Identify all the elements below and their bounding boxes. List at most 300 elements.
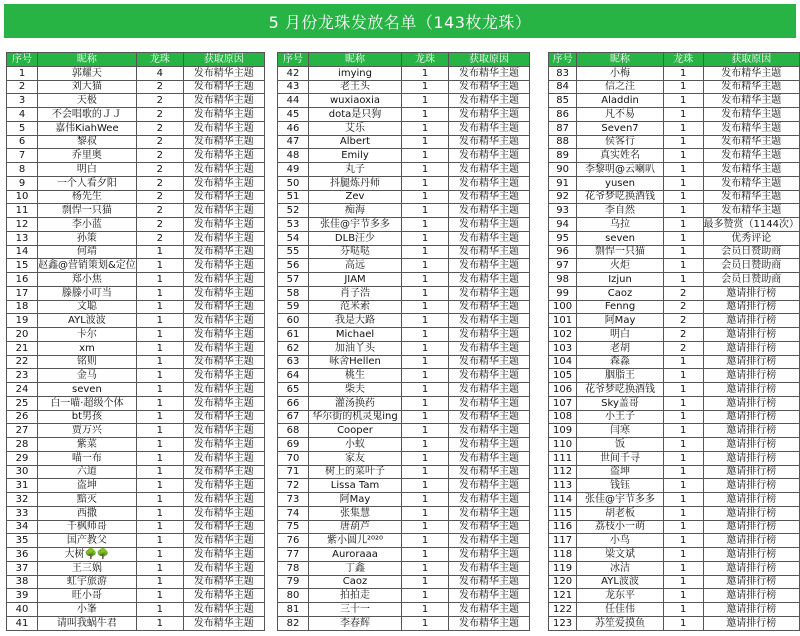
cell-count: 1: [663, 273, 703, 287]
cell-index: 120: [549, 575, 577, 589]
cell-nickname: 刘大猫: [38, 80, 137, 94]
cell-index: 106: [549, 383, 577, 397]
cell-index: 108: [549, 410, 577, 424]
cell-count: 1: [663, 465, 703, 479]
cell-index: 62: [278, 341, 309, 355]
cell-nickname: 李黎明@云喇叭: [577, 163, 664, 177]
cell-index: 71: [278, 465, 309, 479]
cell-index: 95: [549, 231, 577, 245]
table-header-row: [278, 53, 530, 67]
cell-index: 92: [549, 190, 577, 204]
cell-nickname: 剽悍一只猫: [38, 204, 137, 218]
cell-reason: 发布精华主题: [449, 314, 530, 328]
cell-count: 1: [402, 273, 449, 287]
cell-index: 26: [7, 410, 38, 424]
cell-reason: 发布精华主题: [183, 218, 264, 232]
cell-reason: 发布精华主题: [703, 80, 799, 94]
cell-reason: 发布精华主题: [183, 66, 264, 80]
cell-nickname: 张佳@宇节多多: [577, 493, 664, 507]
cell-count: 2: [663, 341, 703, 355]
cell-nickname: 咏舍Hellen: [309, 355, 402, 369]
cell-nickname: 滕滕小叮当: [38, 286, 137, 300]
cell-count: 1: [402, 589, 449, 603]
cell-reason: 发布精华主题: [703, 163, 799, 177]
cell-nickname: 小王子: [577, 410, 664, 424]
cell-index: 21: [7, 341, 38, 355]
cell-count: 1: [136, 561, 183, 575]
cell-count: 1: [663, 396, 703, 410]
cell-count: 1: [136, 603, 183, 617]
cell-reason: 发布精华主题: [183, 190, 264, 204]
cell-reason: 发布精华主题: [449, 218, 530, 232]
table-row: [7, 396, 265, 410]
cell-count: 1: [136, 548, 183, 562]
cell-nickname: Zev: [309, 190, 402, 204]
cell-nickname: 侯客行: [577, 135, 664, 149]
cell-count: 1: [402, 383, 449, 397]
table-row: [549, 245, 800, 259]
cell-nickname: 请叫我蜗牛君: [38, 616, 137, 630]
table-row: [278, 80, 530, 94]
table-row: [549, 66, 800, 80]
cell-count: 1: [402, 66, 449, 80]
table-row: [549, 135, 800, 149]
cell-index: 86: [549, 108, 577, 122]
cell-count: 1: [136, 410, 183, 424]
cell-reason: 邀请排行榜: [703, 369, 799, 383]
cell-count: 2: [136, 218, 183, 232]
cell-reason: 邀请排行榜: [703, 465, 799, 479]
table-row: [7, 259, 265, 273]
cell-count: 1: [402, 121, 449, 135]
table-row: [7, 328, 265, 342]
cell-count: 1: [136, 424, 183, 438]
cell-count: 1: [402, 135, 449, 149]
cell-index: 66: [278, 396, 309, 410]
cell-reason: 发布精华主题: [183, 479, 264, 493]
cell-count: 1: [663, 204, 703, 218]
cell-reason: 发布精华主题: [703, 121, 799, 135]
cell-nickname: 家友: [309, 451, 402, 465]
cell-index: 43: [278, 80, 309, 94]
cell-count: 1: [402, 94, 449, 108]
table-row: [278, 135, 530, 149]
table-row: [7, 479, 265, 493]
cell-nickname: 肖子浩: [309, 286, 402, 300]
cell-index: 98: [549, 273, 577, 287]
cell-reason: 发布精华主题: [449, 383, 530, 397]
cell-nickname: 明白: [38, 163, 137, 177]
cell-count: 2: [136, 121, 183, 135]
table-row: [7, 314, 265, 328]
cell-count: 1: [402, 396, 449, 410]
cell-count: 1: [663, 479, 703, 493]
cell-count: 2: [136, 94, 183, 108]
table-row: [549, 410, 800, 424]
cell-count: 1: [402, 286, 449, 300]
cell-nickname: 杨先生: [38, 190, 137, 204]
roster-table-1: [6, 52, 265, 631]
table-row: [549, 383, 800, 397]
cell-index: 111: [549, 451, 577, 465]
table-row: [7, 245, 265, 259]
cell-count: 1: [663, 259, 703, 273]
table-row: [7, 108, 265, 122]
cell-nickname: 千枫师哥: [38, 520, 137, 534]
cell-reason: 邀请排行榜: [703, 341, 799, 355]
cell-reason: 发布精华主题: [703, 66, 799, 80]
cell-count: 1: [663, 135, 703, 149]
cell-count: 1: [402, 410, 449, 424]
cell-index: 19: [7, 314, 38, 328]
cell-reason: 发布精华主题: [449, 369, 530, 383]
cell-count: 2: [136, 149, 183, 163]
cell-reason: 发布精华主题: [449, 245, 530, 259]
cell-nickname: 桃生: [309, 369, 402, 383]
cell-nickname: 范米索: [309, 300, 402, 314]
table-row: [278, 149, 530, 163]
cell-index: 53: [278, 218, 309, 232]
cell-count: 1: [402, 575, 449, 589]
cell-index: 80: [278, 589, 309, 603]
cell-count: 2: [663, 300, 703, 314]
cell-index: 46: [278, 121, 309, 135]
cell-index: 81: [278, 603, 309, 617]
cell-reason: 发布精华主题: [183, 383, 264, 397]
cell-count: 1: [136, 575, 183, 589]
cell-count: 1: [136, 506, 183, 520]
table-row: [278, 259, 530, 273]
table-row: [7, 616, 265, 630]
table-row: [549, 176, 800, 190]
table-row: [278, 465, 530, 479]
cell-count: 1: [402, 190, 449, 204]
cell-count: 1: [136, 493, 183, 507]
cell-reason: 发布精华主题: [449, 616, 530, 630]
table-row: [278, 548, 530, 562]
cell-reason: 发布精华主题: [449, 520, 530, 534]
table-row: [7, 300, 265, 314]
cell-count: 1: [663, 616, 703, 630]
cell-nickname: 黯灭: [38, 493, 137, 507]
cell-reason: 发布精华主题: [183, 355, 264, 369]
cell-index: 13: [7, 231, 38, 245]
cell-index: 100: [549, 300, 577, 314]
table-row: [7, 80, 265, 94]
table-row: [7, 506, 265, 520]
table-row: [278, 163, 530, 177]
cell-reason: 发布精华主题: [183, 328, 264, 342]
cell-index: 72: [278, 479, 309, 493]
cell-count: 1: [402, 493, 449, 507]
table-row: [7, 341, 265, 355]
cell-count: 1: [663, 506, 703, 520]
cell-nickname: 金马: [38, 369, 137, 383]
cell-nickname: 丸子: [309, 163, 402, 177]
cell-nickname: 信之注: [577, 80, 664, 94]
cell-reason: 发布精华主题: [183, 465, 264, 479]
cell-count: 1: [663, 94, 703, 108]
header-count: 龙珠: [136, 53, 183, 67]
table-row: [7, 135, 265, 149]
cell-index: 9: [7, 176, 38, 190]
cell-reason: 发布精华主题: [449, 149, 530, 163]
cell-reason: 发布精华主题: [449, 66, 530, 80]
cell-reason: 邀请排行榜: [703, 355, 799, 369]
cell-index: 56: [278, 259, 309, 273]
table-row: [549, 561, 800, 575]
cell-nickname: 明白: [577, 328, 664, 342]
cell-count: 1: [663, 534, 703, 548]
cell-index: 104: [549, 355, 577, 369]
cell-nickname: imying: [309, 66, 402, 80]
cell-nickname: 胭脂王: [577, 369, 664, 383]
table-row: [278, 231, 530, 245]
cell-reason: 邀请排行榜: [703, 616, 799, 630]
cell-count: 1: [136, 589, 183, 603]
cell-index: 63: [278, 355, 309, 369]
table-row: [7, 94, 265, 108]
cell-nickname: 嘉伟KiahWee: [38, 121, 137, 135]
table-row: [549, 369, 800, 383]
cell-nickname: 柴夫: [309, 383, 402, 397]
cell-count: 1: [136, 245, 183, 259]
cell-nickname: 铭则: [38, 355, 137, 369]
cell-index: 103: [549, 341, 577, 355]
cell-index: 117: [549, 534, 577, 548]
cell-reason: 邀请排行榜: [703, 451, 799, 465]
cell-index: 24: [7, 383, 38, 397]
cell-index: 112: [549, 465, 577, 479]
cell-index: 65: [278, 383, 309, 397]
cell-nickname: 钱钰: [577, 479, 664, 493]
table-row: [7, 520, 265, 534]
cell-reason: 发布精华主题: [449, 121, 530, 135]
cell-index: 28: [7, 438, 38, 452]
table-row: [7, 149, 265, 163]
cell-count: 1: [663, 163, 703, 177]
header-index: 序号: [549, 53, 577, 67]
cell-reason: 发布精华主题: [183, 506, 264, 520]
cell-nickname: 孙策: [38, 231, 137, 245]
header-count: 龙珠: [663, 53, 703, 67]
cell-index: 47: [278, 135, 309, 149]
cell-reason: 发布精华主题: [703, 204, 799, 218]
cell-nickname: Sky盖哥: [577, 396, 664, 410]
cell-reason: 邀请排行榜: [703, 575, 799, 589]
cell-nickname: 西撒: [38, 506, 137, 520]
cell-count: 1: [402, 204, 449, 218]
cell-reason: 发布精华主题: [703, 135, 799, 149]
cell-count: 1: [402, 561, 449, 575]
cell-count: 1: [136, 286, 183, 300]
cell-nickname: 张佳@宇节多多: [309, 218, 402, 232]
cell-count: 1: [136, 328, 183, 342]
table-row: [278, 273, 530, 287]
cell-count: 1: [136, 341, 183, 355]
cell-index: 88: [549, 135, 577, 149]
cell-nickname: 梁文斌: [577, 548, 664, 562]
table-row: [278, 66, 530, 80]
cell-index: 41: [7, 616, 38, 630]
cell-index: 18: [7, 300, 38, 314]
cell-reason: 发布精华主题: [449, 451, 530, 465]
cell-reason: 发布精华主题: [183, 438, 264, 452]
table-row: [7, 369, 265, 383]
table-row: [549, 94, 800, 108]
cell-reason: 邀请排行榜: [703, 534, 799, 548]
cell-index: 25: [7, 396, 38, 410]
cell-count: 2: [136, 163, 183, 177]
cell-count: 1: [136, 396, 183, 410]
cell-index: 32: [7, 493, 38, 507]
cell-count: 1: [663, 369, 703, 383]
table-row: [278, 121, 530, 135]
cell-count: 1: [402, 465, 449, 479]
table-row: [7, 603, 265, 617]
cell-count: 1: [402, 479, 449, 493]
table-row: [278, 94, 530, 108]
cell-count: 1: [402, 438, 449, 452]
cell-reason: 邀请排行榜: [703, 383, 799, 397]
cell-index: 69: [278, 438, 309, 452]
cell-count: 1: [663, 548, 703, 562]
cell-reason: 发布精华主题: [183, 135, 264, 149]
cell-reason: 发布精华主题: [183, 108, 264, 122]
table-row: [278, 369, 530, 383]
cell-count: 1: [136, 355, 183, 369]
cell-nickname: Caoz: [577, 286, 664, 300]
cell-reason: 发布精华主题: [703, 149, 799, 163]
cell-count: 2: [136, 108, 183, 122]
cell-count: 1: [136, 259, 183, 273]
cell-count: 1: [663, 575, 703, 589]
cell-index: 14: [7, 245, 38, 259]
cell-count: 1: [136, 616, 183, 630]
cell-reason: 邀请排行榜: [703, 300, 799, 314]
cell-reason: 发布精华主题: [183, 286, 264, 300]
cell-index: 17: [7, 286, 38, 300]
cell-index: 78: [278, 561, 309, 575]
cell-nickname: 冰洁: [577, 561, 664, 575]
cell-nickname: 火炬: [577, 259, 664, 273]
cell-index: 114: [549, 493, 577, 507]
cell-reason: 发布精华主题: [449, 204, 530, 218]
cell-count: 1: [663, 424, 703, 438]
table-row: [549, 328, 800, 342]
cell-nickname: bt男孩: [38, 410, 137, 424]
cell-nickname: 不会唱歌的ＪＪ: [38, 108, 137, 122]
cell-index: 36: [7, 548, 38, 562]
cell-reason: 发布精华主题: [449, 80, 530, 94]
table-row: [7, 575, 265, 589]
table-row: [549, 493, 800, 507]
cell-reason: 邀请排行榜: [703, 479, 799, 493]
cell-count: 1: [136, 273, 183, 287]
cell-count: 1: [663, 493, 703, 507]
cell-index: 15: [7, 259, 38, 273]
cell-reason: 发布精华主题: [449, 396, 530, 410]
table-row: [278, 245, 530, 259]
cell-count: 1: [402, 231, 449, 245]
cell-index: 51: [278, 190, 309, 204]
cell-count: 2: [136, 80, 183, 94]
table-row: [7, 273, 265, 287]
table-row: [278, 506, 530, 520]
cell-nickname: 张集慧: [309, 506, 402, 520]
cell-reason: 邀请排行榜: [703, 561, 799, 575]
cell-index: 6: [7, 135, 38, 149]
cell-nickname: 紫菜: [38, 438, 137, 452]
table-row: [278, 424, 530, 438]
cell-nickname: 紫小圆儿²⁰²⁰: [309, 534, 402, 548]
cell-count: 1: [136, 451, 183, 465]
cell-count: 1: [663, 66, 703, 80]
cell-nickname: 郭耀天: [38, 66, 137, 80]
cell-nickname: Lissa Tam: [309, 479, 402, 493]
table-header-row: [7, 53, 265, 67]
cell-reason: 发布精华主题: [183, 176, 264, 190]
cell-index: 40: [7, 603, 38, 617]
cell-reason: 邀请排行榜: [703, 328, 799, 342]
cell-reason: 发布精华主题: [183, 369, 264, 383]
table-row: [549, 121, 800, 135]
table-row: [549, 548, 800, 562]
table-row: [278, 218, 530, 232]
table-row: [549, 465, 800, 479]
cell-count: 1: [402, 548, 449, 562]
cell-index: 97: [549, 259, 577, 273]
cell-nickname: 赵鑫@营销策划&定位: [38, 260, 136, 272]
cell-nickname: seven: [577, 231, 664, 245]
cell-nickname: 乌拉: [577, 218, 664, 232]
cell-index: 5: [7, 121, 38, 135]
table-row: [7, 438, 265, 452]
cell-count: 2: [136, 190, 183, 204]
table-row: [549, 286, 800, 300]
table-row: [278, 438, 530, 452]
cell-reason: 发布精华主题: [183, 231, 264, 245]
cell-nickname: 花爷梦呓换酒钱: [577, 190, 664, 204]
cell-count: 1: [402, 369, 449, 383]
table-row: [278, 520, 530, 534]
cell-nickname: 花爷梦呓换酒钱: [577, 383, 664, 397]
cell-index: 10: [7, 190, 38, 204]
table-row: [278, 355, 530, 369]
cell-nickname: 艾乐: [309, 121, 402, 135]
page-title: 5 月份龙珠发放名单（143枚龙珠）: [4, 4, 796, 38]
cell-reason: 会员日赞助商: [703, 273, 799, 287]
cell-reason: 发布精华主题: [449, 548, 530, 562]
cell-nickname: 龙东平: [577, 589, 664, 603]
cell-count: 1: [402, 245, 449, 259]
cell-count: 1: [136, 369, 183, 383]
cell-count: 2: [663, 286, 703, 300]
cell-count: 1: [663, 218, 703, 232]
cell-reason: 发布精华主题: [449, 108, 530, 122]
cell-nickname: 小蚁: [309, 438, 402, 452]
cell-reason: 发布精华主题: [449, 438, 530, 452]
cell-nickname: 苏笙爱摸鱼: [577, 616, 664, 630]
cell-nickname: 荔枝小一萌: [577, 520, 664, 534]
cell-nickname: dota是只狗: [309, 108, 402, 122]
cell-count: 2: [663, 314, 703, 328]
cell-count: 1: [663, 410, 703, 424]
cell-nickname: 加油丫头: [309, 341, 402, 355]
cell-reason: 发布精华主题: [449, 589, 530, 603]
cell-nickname: Auroraaa: [309, 548, 402, 562]
cell-nickname: 树上的菜叶子: [309, 465, 402, 479]
